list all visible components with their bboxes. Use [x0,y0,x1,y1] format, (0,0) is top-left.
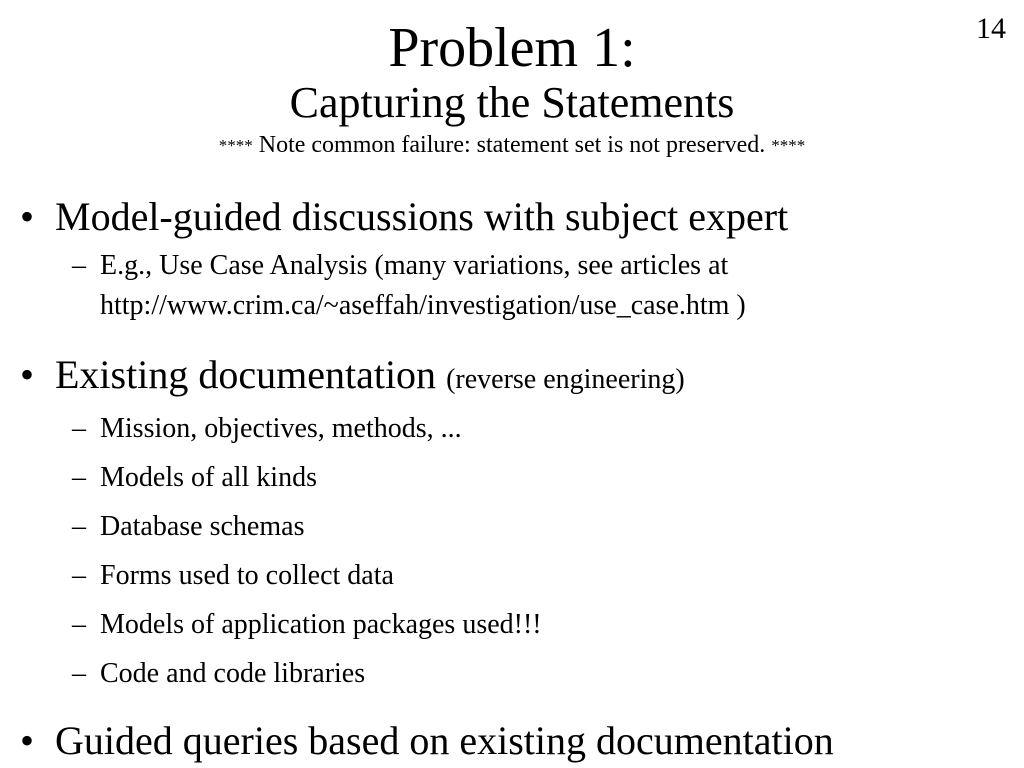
bullet-existing-documentation [0,352,1024,403]
sub-item-mission [0,409,1024,449]
sub-item-text: Mission, objectives, methods, ... [100,413,462,444]
sub-item-text: Forms used to collect data [100,560,394,591]
bullet-marker: • [20,194,35,239]
bullet-marker: • [20,718,35,763]
sub-item-use-case-analysis [0,246,1024,326]
bullet-marker: • [20,352,35,397]
sub-item-text-line1: E.g., Use Case Analysis (many variations, see articles at [100,250,729,281]
sub-item-marker: – [72,462,86,493]
slide-title: Problem 1: [388,17,636,79]
bullet-suffix: (reverse engineering) [446,364,685,395]
sub-item-text: Database schemas [100,511,305,542]
sub-item-marker: – [72,413,86,444]
sub-item-forms [0,556,1024,596]
sub-item-marker: – [72,560,86,591]
sub-item-marker: – [72,658,86,689]
sub-list-model-guided [0,246,1024,326]
slide-body [0,194,1024,764]
bullet-text: Guided queries based on existing documentation [55,718,834,763]
sub-item-database-schemas [0,507,1024,547]
sub-item-models [0,458,1024,498]
sub-item-text: Models of all kinds [100,462,317,493]
note-stars-left: **** [218,136,253,155]
sub-item-application-packages [0,605,1024,645]
sub-item-text: Models of application packages used!!! [100,609,542,640]
sub-item-marker: – [72,250,86,281]
failure-note [0,130,1024,161]
bullet-text: Model-guided discussions with subject expert [55,194,789,239]
title-block [0,18,1024,161]
note-stars-right: **** [771,136,806,155]
bullet-guided-queries [0,718,1024,764]
slide-number: 14 [976,12,1006,45]
sub-list-existing-documentation [0,409,1024,694]
slide-subtitle: Capturing the Statements [289,78,735,127]
sub-item-marker: – [72,609,86,640]
note-text: Note common failure: statement set is not preserved. [252,132,772,158]
bullet-text: Existing documentation [55,352,437,397]
bullet-model-guided-discussions [0,194,1024,240]
sub-item-marker: – [72,511,86,542]
sub-item-text: Code and code libraries [100,658,366,689]
sub-item-code-libraries [0,654,1024,694]
sub-item-url: http://www.crim.ca/~aseffah/investigation/use_case.htm ) [100,290,746,321]
